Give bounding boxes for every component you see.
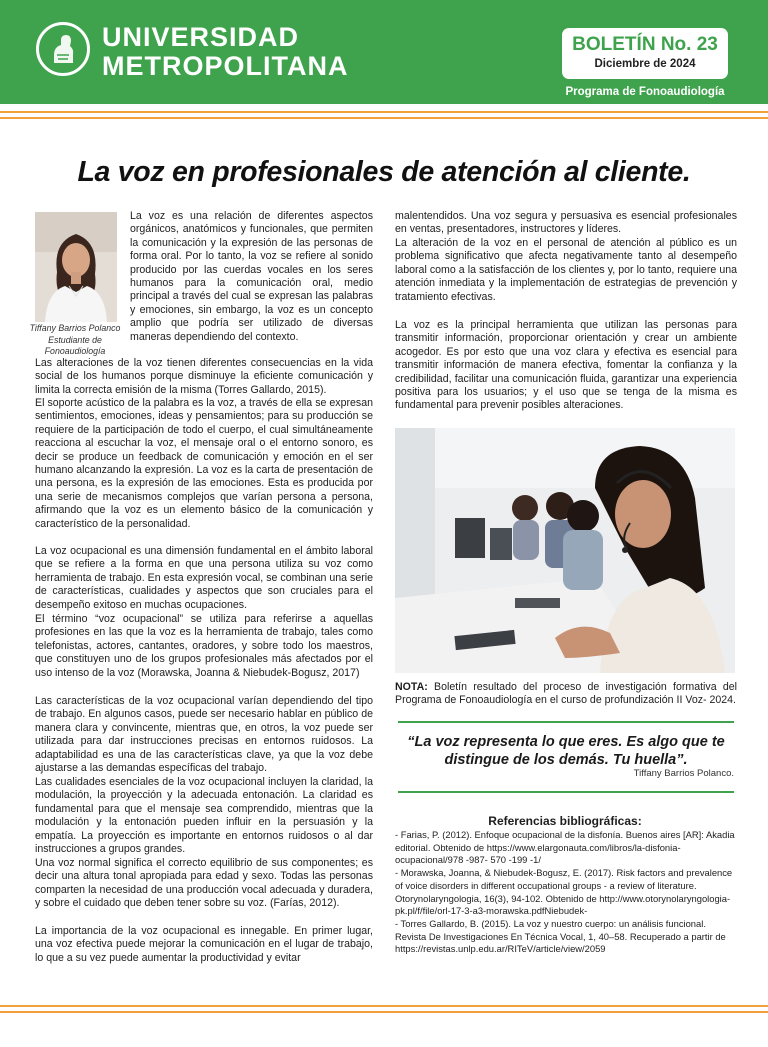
header-banner	[0, 0, 768, 104]
reference-item: - Morawska, Joanna, & Niebudek-Bogusz, E. (2017). Risk factors and prevalence of voice disorders in different occupational groups - a review of literature. Otorynolaryngologia, 16(3), 94-102. Obtenido de http://www.otorynolaryngologia-pk.pl/f/file/orl-17-3-a3-morawska.pdfNiebudek-	[395, 867, 733, 917]
university-name-line2: METROPOLITANA	[102, 51, 349, 81]
pull-quote: “La voz representa lo que eres. Es algo que te distingue de los demás. Tu huella”.	[407, 734, 725, 768]
paragraph-2: El soporte acústico de la palabra es la voz, a través de ella se expresan sentimientos, emociones, ideas y pensamientos; para su producción se requiere de la participación de todo el cuerpo, el cual simultáneamente reacciona al escuchar la voz, el mensaje oral o el entorno sonoro, es decir se produce un feedback de comunicación y emoción en el ser humano alcanzando la expresión. La voz es la carta de presentación de una persona, es la expresión de las emociones. Esta es producida por una serie de mecanismos complejos que varían persona a persona, afirmando que la voz es un elemento básico de la comunicación y característico de la personalidad.	[35, 397, 373, 530]
author-photo	[35, 212, 117, 322]
note-label: NOTA:	[395, 681, 428, 693]
author-caption	[22, 323, 128, 358]
note-text: Boletín resultado del proceso de investigación formativa del Programa de Fonoaudiología en el curso de profundización II Voz- 2024.	[395, 681, 737, 707]
footer-divider-bottom	[0, 1011, 768, 1013]
paragraph-1: Las alteraciones de la voz tienen diferentes consecuencias en la vida social de los humanos porque disminuye la eficiente comunicación y limita la correcta emisión de la misma (Torres Gallardo, 2015).	[35, 357, 373, 396]
university-name-line1: UNIVERSIDAD	[102, 22, 300, 52]
bulletin-badge	[562, 28, 728, 79]
program-name: Programa de Fonoaudiología	[565, 86, 725, 98]
references-heading: Referencias bibliográficas:	[488, 814, 642, 828]
paragraph-3: La voz ocupacional es una dimensión fundamental en el ámbito laboral que se refiere a la forma en que una persona utiliza su voz como herramienta de trabajo. En esta expresión vocal, se combinan una serie de características, cualidades y aspectos que son cruciales para el desempeño exitoso en muchas ocupaciones.	[35, 545, 373, 611]
header-divider-bottom	[0, 117, 768, 119]
paragraph-6: Las cualidades esenciales de la voz ocupacional incluyen la claridad, la modulación, la proyección y la adecuada entonación. La claridad es fundamental para que el mensaje sea comprendido, mientras que la modulación y la entonación pueden influir en la persuasión y la empatía. La proyección es importante en entornos ruidosos o al dar instrucciones a grupos grandes.	[35, 776, 373, 856]
note-block	[395, 681, 737, 708]
quote-divider-bottom	[398, 791, 734, 793]
paragraph-11: La voz es la principal herramienta que utilizan las personas para transmitir información, proporcionar orientación y crear un ambiente acogedor. Es por esto que una voz clara y efectiva es esencial para transmitir información de manera efectiva, fomentar la confianza y la credibilidad, facilitar una comunicación fluida, garantizar una experiencia positiva para los usuarios; y el uso que se tenga de la misma es fundamental para prevenir posibles alteraciones.	[395, 319, 737, 412]
quote-divider-top	[398, 721, 734, 723]
quote-author: Tiffany Barrios Polanco.	[633, 768, 734, 779]
paragraph-5: Las características de la voz ocupacional varían dependiendo del tipo de trabajo. En algunos casos, puede ser necesario hablar en público de manera clara y convincente, mientras que, en otros, la voz puede ser utilizada para dar instrucciones precisas en entornos ruidosos. La adaptabilidad es una de las características clave, ya que la voz debe ajustarse a las demandas específicas del trabajo.	[35, 695, 373, 775]
author-role-line1: Estudiante de	[48, 334, 102, 345]
intro-paragraph: La voz es una relación de diferentes aspectos orgánicos, anatómicos y funcionales, que permiten la comunicación y la expresión de las personas de forma oral. Por lo tanto, la voz se refiere al sonido producido por las cuerdas vocales en los seres humanos para la comunicación oral, medio principal a través del cual se expresan las palabras y emociones, sin embargo, la voz es un concepto amplio que podría ser utilizado de diversas maneras dependiendo del contexto.	[130, 210, 373, 343]
paragraph-7: Una voz normal significa el correcto equilibrio de sus componentes; es decir una altura tonal apropiada para edad y sexo. Todas las personas comparten la necesidad de una producción vocal adecuada y duradera, y sobre el cuidado que deben tener sobre su voz. (Farías, 2012).	[35, 857, 373, 910]
paragraph-9: malentendidos. Una voz segura y persuasiva es esencial profesionales en ventas, presentadores, instructores y líderes.	[395, 210, 737, 236]
bulletin-date: Diciembre de 2024	[594, 58, 696, 70]
bulletin-number: BOLETÍN No. 23	[572, 34, 718, 55]
reference-item: - Farias, P. (2012). Enfoque ocupacional de la disfonía. Buenos aires [AR]: Akadia editorial. Obtenido de https://www.elargonauta.com/libros/la-disfonia-ocupacional/978 -987- 570 -199 -1/	[395, 829, 735, 866]
call-center-photo	[395, 428, 735, 673]
author-name: Tiffany Barrios Polanco	[29, 323, 121, 333]
header-divider-top	[0, 111, 768, 113]
article-title: La voz en profesionales de atención al cliente.	[77, 156, 691, 188]
footer-divider-top	[0, 1005, 768, 1007]
paragraph-10: La alteración de la voz en el personal de atención al público es un problema significativo que afecta negativamente tanto al desempeño laboral como a la satisfacción de los clientes y, por lo tanto, requiere una atención inmediata y la implementación de estrategias de prevención y tratamiento efectivas.	[395, 237, 737, 303]
references-list	[395, 829, 737, 956]
paragraph-8: La importancia de la voz ocupacional es innegable. En primer lugar, una voz efectiva puede mejorar la comunicación en el lugar de trabajo, lo que a su vez puede aumentar la productividad y evitar	[35, 925, 373, 964]
reference-item: - Torres Gallardo, B. (2015). La voz y nuestro cuerpo: un análisis funcional. Revista De Investigaciones En Técnica Vocal, 1, 40–58. Recuperado a partir de https://revistas.unlp.edu.ar/RITeV/article/view/2059	[395, 917, 726, 955]
author-role-line2: Fonoaudiología	[44, 346, 106, 356]
paragraph-4: El término “voz ocupacional” se utiliza para referirse a aquellas profesiones en las que la voz es la herramienta de trabajo, tales como telefonistas, actores, cantantes, oradores, y sobre todo los maestros, que constituyen uno de los grupos profesionales más afectados por el uso intenso de la voz (Morawska, Joanna & Niebudek-Bogusz, 2017)	[35, 613, 373, 679]
university-seal-icon	[36, 22, 90, 76]
